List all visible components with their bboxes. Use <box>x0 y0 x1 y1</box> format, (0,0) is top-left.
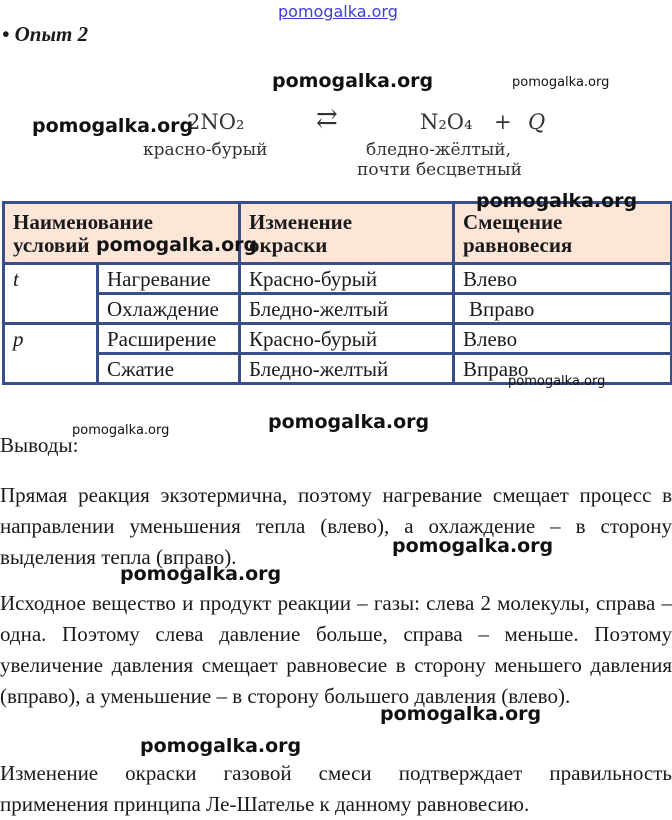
equilibrium-arrow-icon: ⇄ <box>316 104 338 134</box>
watermark: pomogalka.org <box>392 535 554 557</box>
shift-cell: Влево <box>454 324 672 354</box>
header-equilibrium-shift: Смещение равновесия <box>454 203 672 264</box>
header-conditions: Наименование условий <box>4 203 240 264</box>
experiment-heading: • Опыт 2 <box>2 22 89 46</box>
product-color-caption-2: почти бесцветный <box>357 160 522 180</box>
watermark: pomogalka.org <box>72 423 170 438</box>
watermark: pomogalka.org <box>96 234 258 256</box>
watermark: pomogalka.org <box>268 411 430 433</box>
param-cell: t <box>4 264 98 324</box>
table-row <box>4 294 672 324</box>
color-cell: Бледно-желтый <box>240 354 454 384</box>
table-row <box>4 264 672 294</box>
action-cell: Охлаждение <box>98 294 240 324</box>
shift-cell: Вправо <box>454 354 672 384</box>
watermark-top-link[interactable]: pomogalka.org <box>278 2 398 21</box>
reactant-color-caption: красно-бурый <box>143 140 268 160</box>
conclusion-paragraph-2: Исходное вещество и продукт реакции – газы: слева 2 молекулы, справа – одна. Поэтому слева давление больше, справа – меньше. Поэтому увеличение давления смещает равновесие в сторону меньшего давления (вправо), а уменьшение – в сторону большего давления (влево). <box>0 591 672 708</box>
color-cell: Бледно-желтый <box>240 294 454 324</box>
watermark: pomogalka.org <box>512 75 610 90</box>
watermark: pomogalka.org <box>380 703 542 725</box>
watermark: pomogalka.org <box>272 70 434 92</box>
watermark: pomogalka.org <box>508 374 606 389</box>
watermark: pomogalka.org <box>140 735 302 757</box>
table-row <box>4 324 672 354</box>
color-cell: Красно-бурый <box>240 264 454 294</box>
conclusion-paragraph-3: Изменение окраски газовой смеси подтверждает правильность применения принципа Ле-Шателье к данному равновесию. <box>0 761 672 816</box>
header-color-change: Изменение окраски <box>240 203 454 264</box>
action-cell: Сжатие <box>98 354 240 384</box>
plus-sign: + <box>494 110 512 134</box>
results-table <box>2 201 672 385</box>
product-formula: N₂O₄ <box>420 110 473 134</box>
watermark: pomogalka.org <box>32 115 194 137</box>
action-cell: Нагревание <box>98 264 240 294</box>
product-color-caption-1: бледно-жёлтый, <box>366 140 512 160</box>
shift-cell: Влево <box>454 264 672 294</box>
watermark: pomogalka.org <box>120 563 282 585</box>
conclusion-paragraph-1: Прямая реакция экзотермична, поэтому нагревание смещает процесс в направлении уменьшения тепла (влево), а охлаждение – в сторону выделения тепла (вправо). <box>0 483 672 569</box>
heat-q: Q <box>528 110 546 134</box>
action-cell: Расширение <box>98 324 240 354</box>
param-cell: p <box>4 324 98 384</box>
watermark: pomogalka.org <box>476 190 638 212</box>
shift-cell: Вправо <box>454 294 672 324</box>
color-cell: Красно-бурый <box>240 324 454 354</box>
conclusions-title: Выводы: <box>0 433 79 457</box>
reactant-formula: 2NO₂ <box>187 110 245 134</box>
